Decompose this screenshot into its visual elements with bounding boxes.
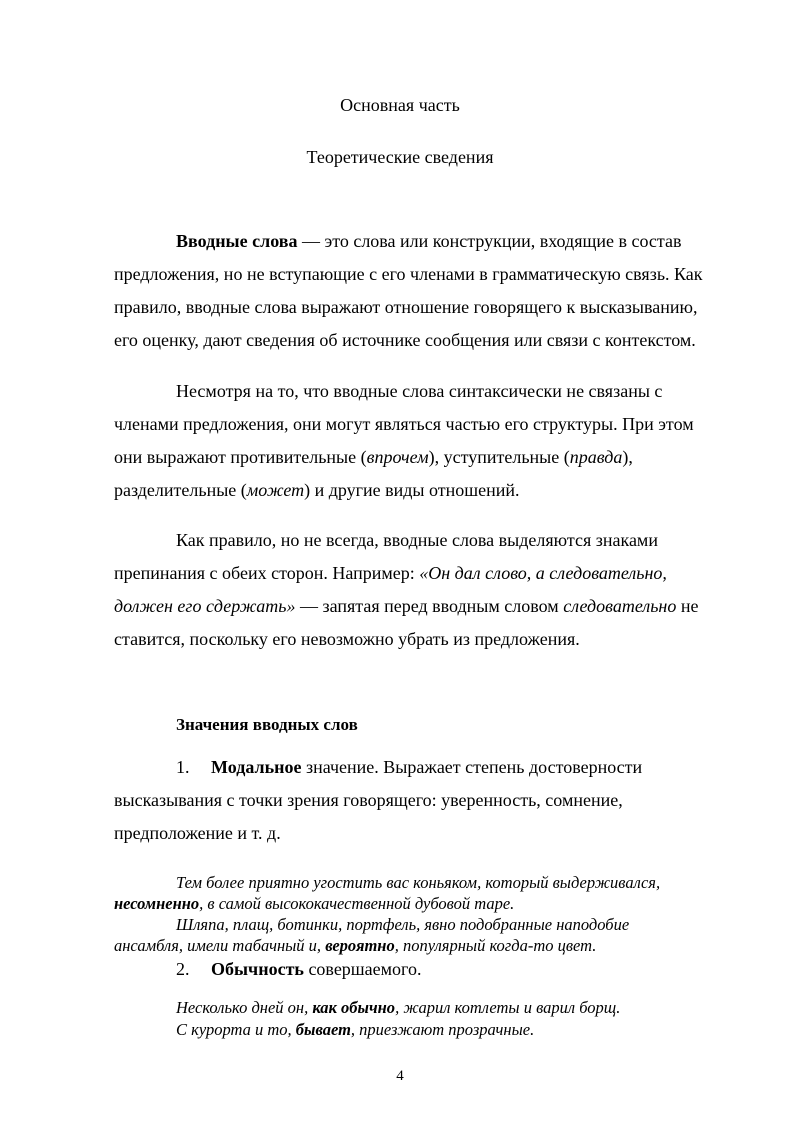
paragraph-line: предположение и т. д. <box>114 823 281 843</box>
section-title: Значения вводных слов <box>176 715 358 734</box>
text: не <box>676 596 699 616</box>
term-bold: несомненно <box>114 894 200 913</box>
text: значение. Выражает степень достоверности <box>301 757 643 777</box>
term-bold: Модальное <box>211 757 302 777</box>
text: ), <box>622 447 633 467</box>
paragraph-line <box>114 440 633 475</box>
italic-word: правда <box>569 447 623 467</box>
text: препинания с обеих сторон. Например: <box>114 563 420 583</box>
paragraph-line: членами предложения, они могут являться частью его структуры. При этом <box>114 414 694 434</box>
text: , жарил котлеты и варил борщ. <box>395 998 621 1017</box>
term-bold: Обычность <box>211 959 304 979</box>
italic-quote: «Он дал слово, а следовательно, <box>419 563 667 583</box>
text: совершаемого. <box>303 959 422 979</box>
text: , в самой высококачественной дубовой таре. <box>199 894 515 913</box>
italic-word: впрочем <box>366 447 429 467</box>
paragraph-line: Несмотря на то, что вводные слова синтаксически не связаны с <box>176 381 663 401</box>
text: Несколько дней он, <box>176 998 313 1017</box>
paragraph-line: предложения, но не вступающие с его членами в грамматическую связь. Как <box>114 264 703 284</box>
text: С курорта и то, <box>176 1020 296 1039</box>
example-line <box>176 1019 534 1041</box>
text: они выражают противительные ( <box>114 447 367 467</box>
list-item-text <box>211 952 421 987</box>
section-heading: Основная часть <box>340 95 460 115</box>
paragraph-line <box>114 556 667 591</box>
italic-word: может <box>246 480 305 500</box>
text: ) и другие виды отношений. <box>304 480 520 500</box>
paragraph-line: правило, вводные слова выражают отношение говорящего к высказыванию, <box>114 297 698 317</box>
text: — это слова или конструкции, входящие в состав <box>297 231 682 251</box>
text: разделительные ( <box>114 480 247 500</box>
list-item-text <box>211 750 642 785</box>
text: — запятая перед вводным словом <box>295 596 564 616</box>
page-number: 4 <box>396 1068 404 1084</box>
example-line: Шляпа, плащ, ботинки, портфель, явно подобранные наподобие <box>176 915 630 934</box>
paragraph-line: ставится, поскольку его невозможно убрать из предложения. <box>114 629 580 649</box>
paragraph-line: его оценку, дают сведения об источнике сообщения или связи с контекстом. <box>114 330 696 350</box>
term-bold: вероятно <box>325 936 395 955</box>
example-line <box>114 893 514 915</box>
term-bold: бывает <box>295 1020 351 1039</box>
paragraph-line <box>176 224 681 259</box>
text: ), уступительные ( <box>428 447 570 467</box>
text: , приезжают прозрачные. <box>350 1020 535 1039</box>
paragraph-line <box>114 473 520 508</box>
term-bold: Вводные слова <box>176 231 298 251</box>
italic-word: следовательно <box>563 596 677 616</box>
subsection-heading: Теоретические сведения <box>306 147 494 167</box>
list-number: 1. <box>176 757 190 777</box>
text: , популярный когда-то цвет. <box>394 936 597 955</box>
example-line <box>176 997 620 1019</box>
italic-quote: должен его сдержать» <box>114 596 296 616</box>
list-number: 2. <box>176 959 190 979</box>
paragraph-line: Как правило, но не всегда, вводные слова выделяются знаками <box>176 530 658 550</box>
paragraph-line: высказывания с точки зрения говорящего: уверенность, сомнение, <box>114 790 623 810</box>
text: ансамбля, имели табачный и, <box>114 936 326 955</box>
example-line: Тем более приятно угостить вас коньяком, который выдерживался, <box>176 873 661 892</box>
paragraph-line <box>114 589 698 624</box>
term-bold: как обычно <box>312 998 396 1017</box>
